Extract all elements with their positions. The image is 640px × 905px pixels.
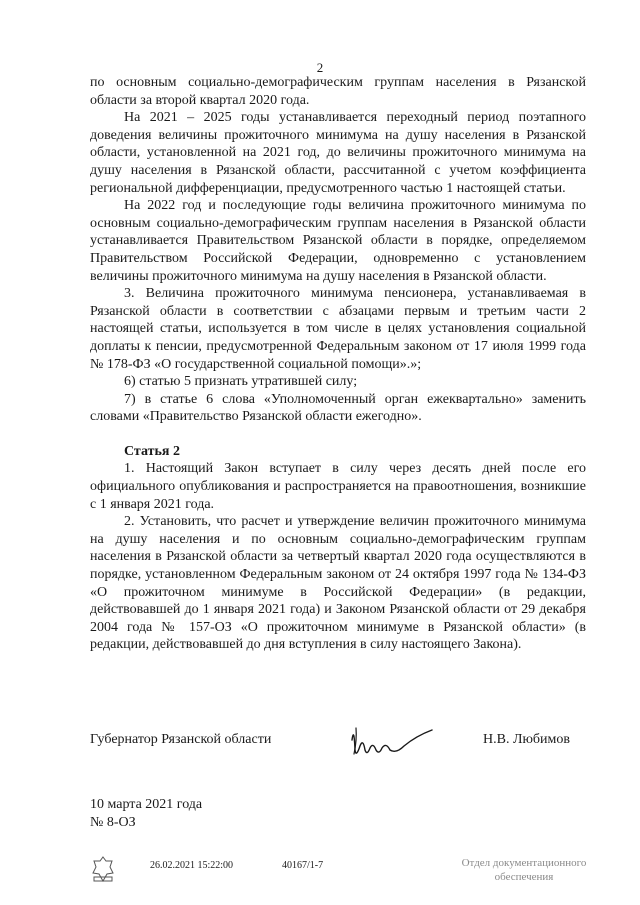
- paragraph-6: 7) в статье 6 слова «Уполномоченный орган ежеквартально» заменить словами «Правительство Рязанской области ежегодно».: [90, 391, 586, 425]
- coat-of-arms-icon: [90, 855, 116, 883]
- paragraph-1: по основным социально-демографическим группам населения в Рязанской области за второй квартал 2020 года.: [90, 75, 586, 108]
- paragraph-4: 3. Величина прожиточного минимума пенсионера, устанавливаемая в Рязанской области в соответствии с абзацами первым и третьим части 2 настоящей статьи, используется в том числе в целях установления социальной доплаты к пенсии, предусмотренной Федеральным законом от 17 июля 1999 года № 178-ФЗ «О государственной социальной помощи».»;: [90, 286, 586, 372]
- stamp-line-1: Отдел документационного: [461, 857, 587, 869]
- page-number: 2: [316, 60, 324, 75]
- footer-timestamp: 26.02.2021 15:22:00: [150, 860, 234, 871]
- article-paragraph-1: 1. Настоящий Закон вступает в силу через десять дней после его официального опубликования и распространяется на правоотношения, возникшие с 1 января 2021 года.: [90, 461, 586, 512]
- document-body: [90, 74, 586, 654]
- law-number: № 8-ОЗ: [90, 814, 136, 830]
- paragraph-5: 6) статью 5 признать утратившей силу;: [124, 374, 358, 390]
- date-block: [90, 796, 202, 831]
- paragraph-3: На 2022 год и последующие годы величина прожиточного минимума по основным социально-демографическим группам населения в Рязанской области устанавливается Правительством Рязанской области в порядке, определяемом Правительством Российской Федерации, одновременно с установлением величины прожиточного минимума на душу населения в Рязанской области.: [90, 198, 586, 284]
- department-stamp: [449, 856, 599, 884]
- article-paragraph-2: 2. Установить, что расчет и утверждение величин прожиточного минимума на душу населения и по основным социально-демографическим группам населения в Рязанской области за четвертый квартал 2020 года осуществляются в порядке, установленном Федеральным законом от 24 октября 1997 года № 134-ФЗ «О прожиточном минимуме в Российской Федерации» (в редакции, действовавшей до 1 января 2021 года) и Законом Рязанской области от 29 декабря 2004 года № 157-ОЗ «О прожиточном минимуме в Рязанской области» (в редакции, действовавшей до дня вступления в силу настоящего Закона).: [90, 514, 586, 653]
- article-heading: Статья 2: [124, 443, 180, 459]
- paragraph-2: На 2021 – 2025 годы устанавливается переходный период поэтапного доведения величины прожиточного минимума на душу населения в Рязанской области, установленной на 2021 год, до величины прожиточного минимума на душу населения в Рязанской области, рассчитанной с учетом коэффициента региональной дифференциации, предусмотренного частью 1 настоящей статьи.: [90, 110, 586, 196]
- signer-position: Губернатор Рязанской области: [90, 732, 272, 747]
- signing-date: 10 марта 2021 года: [90, 797, 203, 812]
- signer-name: Н.В. Любимов: [483, 732, 570, 747]
- stamp-line-2: обеспечения: [494, 871, 554, 883]
- handwritten-signature: [346, 720, 436, 766]
- footer-code: 40167/1-7: [282, 860, 324, 871]
